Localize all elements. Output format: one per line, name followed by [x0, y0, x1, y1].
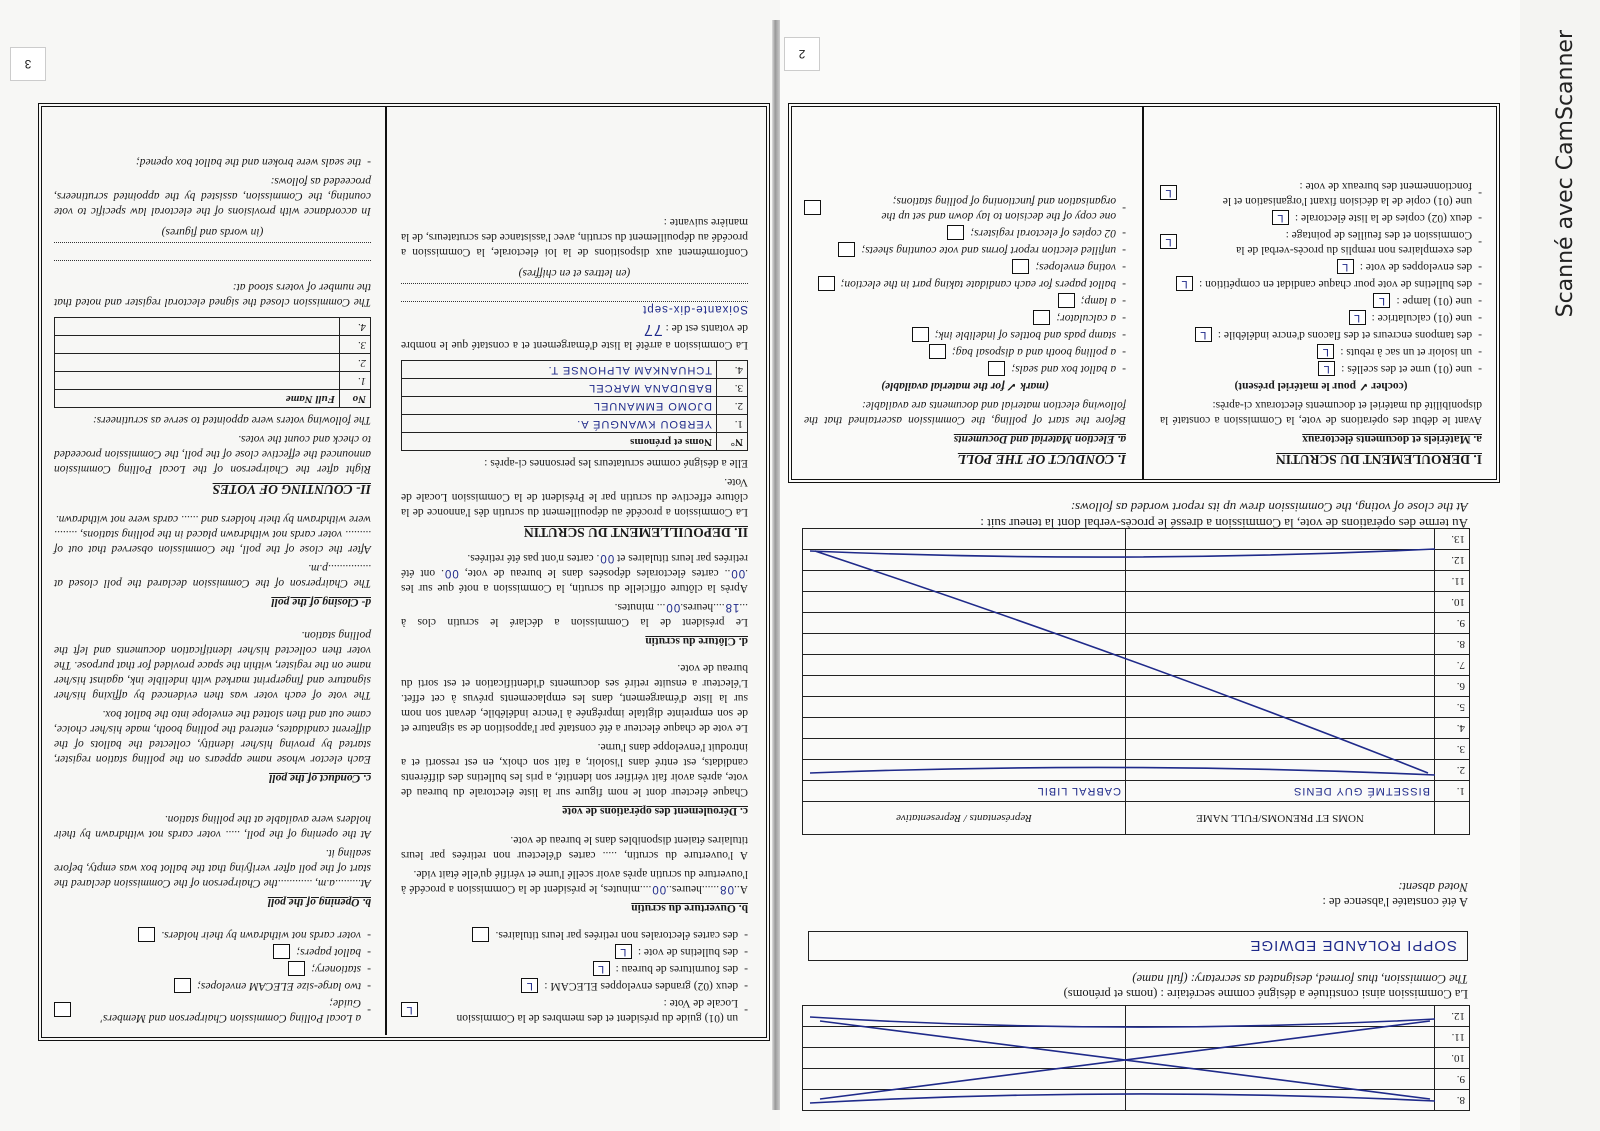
en-section-i [790, 183, 1140, 479]
table-row: 13. [803, 529, 1470, 550]
checkbox[interactable] [1058, 293, 1075, 308]
table-row: 4. [803, 718, 1470, 739]
checkbox[interactable] [912, 327, 929, 342]
page-gutter [772, 20, 780, 1110]
table-row: 5. [803, 697, 1470, 718]
checkbox[interactable] [804, 201, 821, 216]
secretary-block: La Commission ainsi constituée a désigné comme secrétaire : (noms et prénoms) The Commission, thus formed, designated as secretary: (full name) SOPPI ROLANDE EDWIGE A été constatée l'absence de : Noted absent: [808, 879, 1468, 1001]
list-item: - the seals were broken and the ballot box opened; [54, 154, 371, 169]
scrutineer-name[interactable]: TCHUANKAM ALPHONSE T. [402, 361, 717, 379]
cards-withdrawn[interactable]: 00 [443, 567, 459, 579]
scrutineer-name[interactable]: DJOMO EMMANUEL [402, 397, 717, 415]
material-item: - une (01) copie de la décision fixant l'organisation et le fonctionnement des bureaux de vote : L [1160, 178, 1482, 208]
voters-paragraph: La Commission a arrêté la liste d'émargement et a constaté que le nombre de votants est de : 77 [401, 321, 748, 351]
paragraph: Right after the Chairperson of the Local Polling Commission announced the effective close of the poll, the Commission proceeded to check and count the votes. [54, 433, 371, 475]
paragraph: The Commission closed the signed electoral register and noted that the number of voters stood at: [54, 281, 371, 308]
paragraph: A l'ouverture du scrutin, ..... cartes d'électeur non retirées par leurs titulaires étaient disponibles dans le bureau de vote. [401, 834, 748, 861]
fr-section-i [1146, 168, 1496, 479]
checkbox[interactable]: L [1176, 276, 1193, 291]
scrutineers-table-fr: N° Noms et prénoms 1. YERBOU KWANGUÉ A. 2. DJOMO EMMANUEL 3. BABUDANA MARCEL 4. TCHUANKAM ALPHONSE T. [401, 360, 748, 451]
representative-name[interactable]: CABRAL LIBIL [803, 781, 1126, 802]
table-row: 2. DJOMO EMMANUEL [402, 397, 748, 415]
table-row: 1. [55, 372, 371, 390]
checkbox[interactable]: L [1160, 235, 1177, 250]
table-row: 1. YERBOU KWANGUÉ A. [402, 415, 748, 433]
section-heading: d- Closing of the poll [271, 596, 371, 608]
material-item: - une (01) urne et des scellés : L [1160, 361, 1482, 376]
material-item: - voter cards not withdrawn by their holders. [54, 927, 371, 942]
english-column [40, 105, 385, 1035]
table-row: 11. [803, 571, 1470, 592]
absent-table: NOMS ET PRENOMS/FULL NAME Représentants / Representative 1. BISSETMÉ GUY DENIS CABRAL LIBIL 2. 3. 4. 5. 6. 7. 8. 9. 10. 11. 12. 13. [802, 528, 1470, 835]
voters-count-line[interactable] [401, 283, 748, 298]
table-row: 11. [803, 1027, 1470, 1048]
section-heading: b. Ouverture du scrutin [631, 902, 748, 914]
material-item: - un (01) guide du président et des membres de la Commission Locale de Vote : L [401, 995, 748, 1025]
scrutineer-name[interactable]: YERBOU KWANGUÉ A. [402, 415, 717, 433]
cards-paragraph: Après la clôture officielle du scrutin, la Commission a noté que sur les .00.. cartes électorales déposées dans le bureau de vote, 00. ont été retirées par leurs titulaires et 00. cartes n'ont pas été retirées. [400, 552, 748, 594]
checkbox[interactable] [988, 361, 1005, 376]
opening-paragraph: A..08......heures..00....minutes, le président de la Commission a procédé à l'ouverture du scrutin après avoir scellé l'urne et vérifié qu'elle était vide. [401, 868, 748, 895]
table-row: 2. [803, 760, 1470, 781]
checkbox[interactable]: L [615, 944, 632, 959]
material-item: - des tampons encreurs et des flacons d'encre indélébile : L [1160, 327, 1482, 342]
section-heading: d. Clôture du scrutin [645, 635, 748, 647]
paragraph: Elle a désigné comme scrutateurs les personnes ci-après : [484, 457, 748, 469]
table-row: 9. [803, 1069, 1470, 1090]
table-row: 6. [803, 676, 1470, 697]
material-item: - a Local Polling Commission Chairperson and Members' Guide; [54, 995, 371, 1025]
paragraph: Each elector whose name appears on the polling station register, started by proving his/her identity, collected the ballots of the different candidates, entered the polling booth, made his/her choice, came out and then slotted the envelope into the ballot box. [54, 708, 371, 765]
paragraph: Conformément aux dispositions de la loi électorale, la Commission a procédé au dépouillement du scrutin, avec l'assistance des scrutateurs, de la manière suivante : [401, 216, 748, 258]
english-materials-list [54, 927, 371, 1025]
section-heading: I. DEROULEMENT DU SCRUTIN [1275, 452, 1482, 467]
checkbox[interactable] [54, 1003, 71, 1018]
checkbox[interactable]: L [1373, 293, 1390, 308]
material-item: - a calculator; [804, 310, 1126, 325]
paragraph: At.........a.m, ............the Chairperson of the Commission declared the start of the poll after verifying that the ballot box was empty, before sealing it. [54, 847, 371, 889]
checkbox[interactable] [947, 225, 964, 240]
material-item: - des bulletins de vote : L [401, 944, 748, 959]
material-item: - deux (02) grandes enveloppes ELECAM : L [401, 978, 748, 993]
material-item: - 02 copies of electoral registers; [804, 225, 1126, 240]
hint: (en lettres et en chiffres) [518, 267, 631, 279]
paragraph: At the opening of the poll, ..... voter cards not withdrawn by their holders were available at the polling station. [54, 813, 371, 840]
section-heading: a. Election Material and Documents [953, 433, 1126, 445]
camscanner-watermark: Scanné avec CamScanner [1553, 30, 1578, 318]
material-item: - ballot papers; [54, 944, 371, 959]
material-item: - a lamp; [804, 293, 1126, 308]
table-row: 10. [803, 592, 1470, 613]
voters-count-line[interactable] [54, 242, 371, 257]
closing-hour[interactable]: 18 [724, 601, 740, 613]
material-item: - ballot papers for each candidate taking part in the election; [804, 276, 1126, 291]
hint: (mark ✓ for the material available) [881, 380, 1049, 392]
checkbox[interactable]: L [1272, 210, 1289, 225]
material-item: - une (01) lampe : L [1160, 293, 1482, 308]
material-item: - des exemplaires non remplis du procès-verbal de la Commission et des feuilles de pointage : L [1160, 227, 1482, 257]
page-number-badge: 2 [784, 37, 820, 71]
paragraph: The vote of each voter was then evidenced by affixing his/her signature and fingerprint marked with indelible ink, against his/her name on the register, within the space provided for that purpose. The voter then collected his/her identification documents and left the polling station. [54, 629, 371, 701]
material-item: - voting envelopes; [804, 259, 1126, 274]
closing-paragraph: Le président de la Commission a déclaré le scrutin clos à ...18....heures.00... minutes. [401, 601, 748, 628]
report-intro: Au terme des opérations de vote, la Commission a dressé le procès-verbal dont la teneur suit : At the close of voting, the Commission drew up its report worded as follows: [980, 500, 1468, 531]
french-column [387, 105, 762, 1035]
checkbox[interactable]: L [1317, 344, 1334, 359]
table-row: 8. [803, 1090, 1470, 1111]
material-item: - two large-size ELECAM envelopes; [54, 978, 371, 993]
table-row: 4. [55, 318, 371, 336]
table-row: 10. [803, 1048, 1470, 1069]
opening-minutes[interactable]: 00 [651, 883, 667, 895]
checkbox[interactable] [174, 978, 191, 993]
paragraph: Before the start of polling, the Commission ascertained that the following election material and documents are available: [804, 399, 1126, 426]
hint: (cocher ✓ pour le matériel présent) [1234, 380, 1408, 392]
opening-hour[interactable]: 08 [719, 883, 734, 895]
paragraph: The following voters were appointed to serve as scrutineers: [92, 414, 371, 426]
material-item: - a ballot box and seals; [804, 361, 1126, 376]
paragraph: Le vote de chaque électeur a été constaté par l'apposition de sa signature et de son empreinte digitale imprégnée à l'encre indélébile, devant son nom sur la liste d'émargement, dans les emplacements prévus à cet effet. L'électeur a ensuite retiré ses documents d'identification et est sorti du bureau de vote. [401, 662, 748, 734]
checkbox[interactable]: L [1160, 186, 1177, 201]
table-row: 3. BABUDANA MARCEL [402, 379, 748, 397]
material-item: - deux (02) copies de la liste électorale : L [1160, 210, 1482, 225]
paragraph: La Commission a procédé au dépouillement du scrutin dès l'annonce de la clôture effective du scrutin par le Président de la Commission Locale de Vote. [401, 476, 748, 518]
scrutineer-name[interactable]: BABUDANA MARCEL [402, 379, 717, 397]
material-item: - one copy of the decision to lay down and set up the organisation and functioning of polling stations; [804, 193, 1126, 223]
section-heading: a. Matériels et documents électoraux [1302, 433, 1482, 445]
hint: (in words and figures) [161, 226, 264, 238]
checkbox[interactable] [1012, 259, 1029, 274]
checkbox[interactable] [929, 344, 946, 359]
checkbox[interactable] [818, 276, 835, 291]
cards-not-withdrawn[interactable]: 00 [599, 552, 615, 564]
material-item: - unfilled election report forms and vote counting sheets; [804, 242, 1126, 257]
checkbox[interactable] [472, 927, 489, 942]
table-row: 3. [803, 739, 1470, 760]
page-2 [780, 0, 1520, 1131]
material-item: - une (01) calculatrice : L [1160, 310, 1482, 325]
material-item: - stationery; [54, 961, 371, 976]
voters-count-line[interactable] [54, 260, 371, 275]
page-3 [0, 0, 780, 1131]
checkbox[interactable] [273, 944, 290, 959]
checkbox[interactable]: L [1318, 361, 1335, 376]
checkbox[interactable] [288, 961, 305, 976]
members-table-continued [802, 1005, 1470, 1111]
section-heading: II- COUNTING OF VOTES [212, 482, 371, 497]
material-item: - des bulletins de vote pour chaque candidat en compétition : L [1160, 276, 1482, 291]
material-item: - stamp pads and bottles of indelible ink; [804, 327, 1126, 342]
table-row: 8. [803, 634, 1470, 655]
table-row: 3. [55, 336, 371, 354]
paragraph: The Chairperson of the Commission declared the poll closed at ...............p.m. [54, 562, 371, 589]
checkbox[interactable] [138, 927, 155, 942]
paragraph: Avant le début des opérations de vote, la Commission a constaté la disponibilité du matériel et documents électoraux ci-après: [1160, 399, 1482, 426]
table-row: 4. TCHUANKAM ALPHONSE T. [402, 361, 748, 379]
table-row: 12. [803, 550, 1470, 571]
checkbox[interactable]: L [593, 961, 610, 976]
material-item: - des enveloppes de vote : L [1160, 259, 1482, 274]
table-row: 1. BISSETMÉ GUY DENIS CABRAL LIBIL [803, 781, 1470, 802]
paragraph: In accordance with provisions of the electoral law specific to vote counting, the Commission, assisted by the appointed scrutineers, proceeded as follows: [54, 175, 371, 217]
cards-deposited[interactable]: 00 [730, 567, 746, 579]
checkbox[interactable] [1033, 310, 1050, 325]
scrutineers-table-en: No Full Name 1. 2. 3. 4. [54, 317, 371, 408]
absent-name[interactable]: BISSETMÉ GUY DENIS [1126, 781, 1435, 802]
section-heading: b. Opening of the poll [267, 896, 371, 908]
closing-minutes[interactable]: 00 [665, 601, 681, 613]
material-item: - un isoloir et un sac à rebuts : L [1160, 344, 1482, 359]
section-heading: c. Déroulement des opérations de vote [562, 805, 748, 817]
section-heading: I. CONDUCT OF THE POLL [957, 452, 1126, 467]
table-row: 12. [803, 1006, 1470, 1027]
paragraph: Chaque électeur dont le nom figure sur la liste électorale du bureau de vote, après avoir fait vérifier son identité, a pris les bulletins des différents candidats, est entré dans l'isoloir, a fait son choix, en est ressorti et a introduit l'enveloppe dans l'urne. [401, 741, 748, 798]
secretary-name-field[interactable]: SOPPI ROLANDE EDWIGE [808, 931, 1468, 961]
section-heading: II. DEPOUILLEMENT DU SCRUTIN [523, 525, 748, 540]
french-materials-list [401, 927, 748, 1025]
material-item: - des fournitures de bureau : L [401, 961, 748, 976]
voters-words[interactable]: Soixante-dix-sept [401, 301, 748, 316]
checkbox[interactable] [838, 242, 855, 257]
checkbox[interactable]: L [401, 1003, 418, 1018]
table-row: 2. [55, 354, 371, 372]
checkbox[interactable]: L [521, 978, 538, 993]
material-item: - a polling booth and a disposal bag; [804, 344, 1126, 359]
page-number-badge: 3 [10, 47, 46, 81]
voters-figure[interactable]: 77 [642, 321, 663, 338]
checkbox[interactable]: L [1349, 310, 1366, 325]
table-row: 7. [803, 655, 1470, 676]
column-divider [1142, 107, 1144, 479]
material-item: - des cartes électorales non retirées par leurs titulaires. [401, 927, 748, 942]
paragraph: After the close of the poll, the Commission observed that out of ......... voter cards not withdrawn placed in the polling stations, ........ were withdrawn by their holders and ...... cards were not withdrawn. [54, 513, 371, 555]
checkbox[interactable]: L [1337, 259, 1354, 274]
section-heading: c. Conduct of the poll [269, 772, 371, 784]
table-row: 9. [803, 613, 1470, 634]
checkbox[interactable]: L [1195, 327, 1212, 342]
